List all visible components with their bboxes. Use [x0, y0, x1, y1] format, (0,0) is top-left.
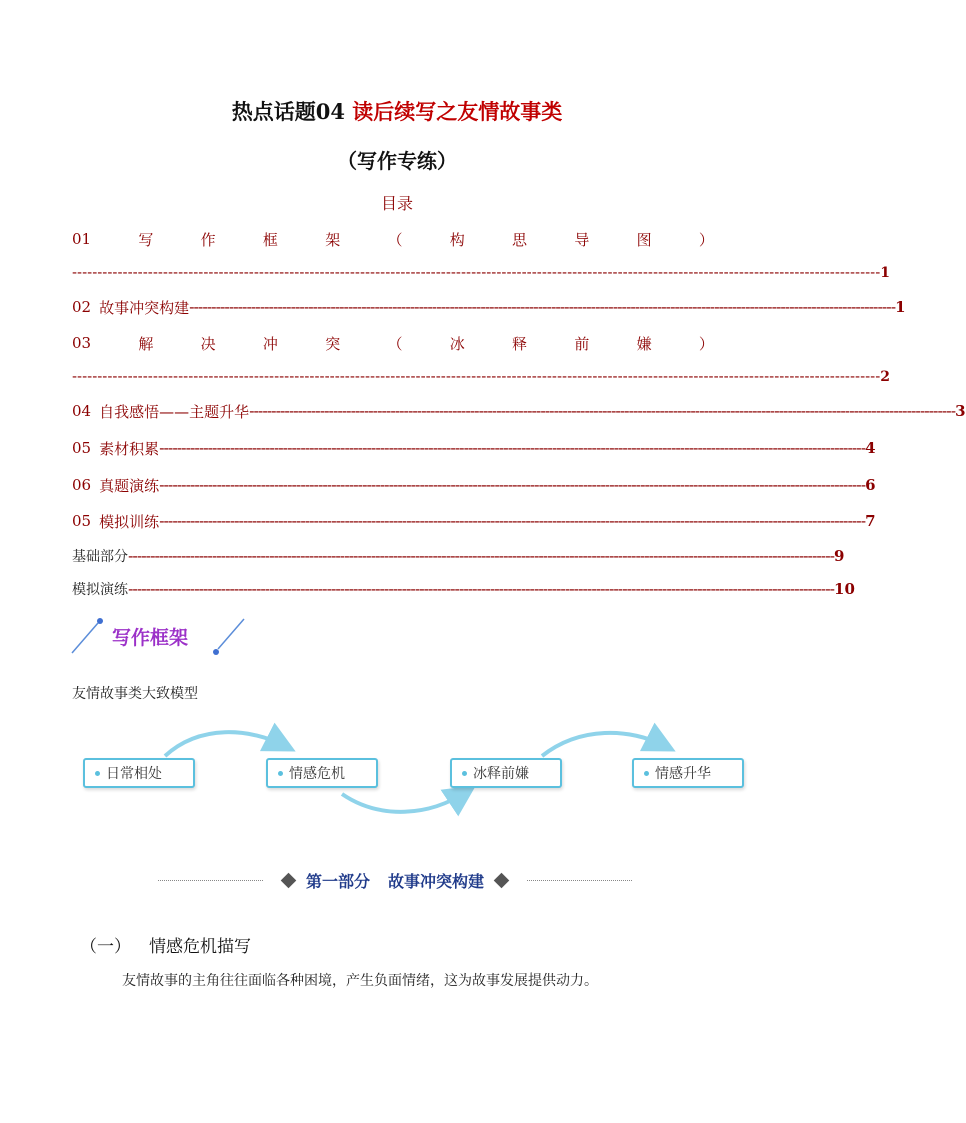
- dot-leader: ----------------------------------------------------------------------------------------------------------------------------------------------------------------: [72, 369, 881, 385]
- body-paragraph: 友情故事的主角往往面临各种困境，产生负面情绪，这为故事发展提供动力。: [122, 973, 598, 989]
- toc-item-basic[interactable]: 基础部分 ---------------------------------------------------------------------------------------------------------------------------------------------------------------- 9: [72, 547, 845, 565]
- bullet-dot-icon: [95, 771, 100, 776]
- page-subtitle: （写作专练）: [337, 149, 457, 173]
- bullet-dot-icon: [644, 771, 649, 776]
- stage-daily: 日常相处: [83, 758, 195, 788]
- toc-item-06[interactable]: 06 真题演练 ---------------------------------------------------------------------------------------------------------------------------------------------------------------- 6: [72, 476, 876, 495]
- dot-leader: ----------------------------------------------------------------------------------------------------------------------------------------------------------------: [72, 265, 881, 281]
- toc-item-07[interactable]: 05 模拟训练 ---------------------------------------------------------------------------------------------------------------------------------------------------------------- 7: [72, 512, 876, 531]
- dot-leader: ----------------------------------------------------------------------------------------------------------------------------------------------------------------: [189, 298, 896, 316]
- dot-leader: ----------------------------------------------------------------------------------------------------------------------------------------------------------------: [159, 512, 866, 530]
- toc-item-03[interactable]: 03 解 决 冲 突 （ 冰 释 前 嫌 ）: [72, 334, 714, 353]
- toc-leader-03: ---------------------------------------------------------------------------------------------------------------------------------------------------------------- 2: [72, 369, 891, 385]
- dotted-rule: [527, 880, 632, 881]
- toc-leader-01: ---------------------------------------------------------------------------------------------------------------------------------------------------------------- 1: [72, 265, 891, 281]
- title-highlight: 读后续写之友情故事类: [352, 99, 563, 124]
- dot-leader: ----------------------------------------------------------------------------------------------------------------------------------------------------------------: [159, 439, 866, 457]
- toc-heading: 目录: [380, 194, 413, 213]
- stage-sublimate: 情感升华: [632, 758, 744, 788]
- toc-item-05[interactable]: 05 素材积累 ---------------------------------------------------------------------------------------------------------------------------------------------------------------- 4: [72, 439, 876, 458]
- dotted-rule: [158, 880, 263, 881]
- stage-crisis: 情感危机: [266, 758, 378, 788]
- banner-label: 写作框架: [112, 627, 189, 649]
- model-label: 友情故事类大致模型: [72, 686, 198, 702]
- flow-diagram: [80, 724, 750, 824]
- dot-leader: ----------------------------------------------------------------------------------------------------------------------------------------------------------------: [128, 580, 835, 598]
- dot-leader: ----------------------------------------------------------------------------------------------------------------------------------------------------------------: [159, 476, 866, 494]
- title-prefix: 热点话题04: [231, 99, 345, 124]
- toc-item-01[interactable]: 01 写 作 框 架 （ 构 思 导 图 ）: [72, 230, 714, 249]
- diamond-icon: [494, 872, 510, 888]
- dot-leader: ----------------------------------------------------------------------------------------------------------------------------------------------------------------: [128, 547, 835, 565]
- page-title: [0, 96, 794, 126]
- dot-leader: ----------------------------------------------------------------------------------------------------------------------------------------------------------------: [249, 402, 956, 420]
- bullet-dot-icon: [278, 771, 283, 776]
- toc-item-mock[interactable]: 模拟演练 ---------------------------------------------------------------------------------------------------------------------------------------------------------------- 10: [72, 580, 855, 598]
- part-heading: 第一部分 故事冲突构建: [150, 866, 640, 894]
- toc-item-04[interactable]: 04 自我感悟——主题升华 ---------------------------------------------------------------------------------------------------------------------------------------------------------------- 3: [72, 402, 966, 421]
- bullet-dot-icon: [462, 771, 467, 776]
- stage-reconcile: 冰释前嫌: [450, 758, 562, 788]
- toc-item-02[interactable]: 02 故事冲突构建 ---------------------------------------------------------------------------------------------------------------------------------------------------------------- 1: [72, 298, 906, 317]
- diamond-icon: [281, 872, 297, 888]
- section-heading: （一） 情感危机描写: [80, 937, 251, 957]
